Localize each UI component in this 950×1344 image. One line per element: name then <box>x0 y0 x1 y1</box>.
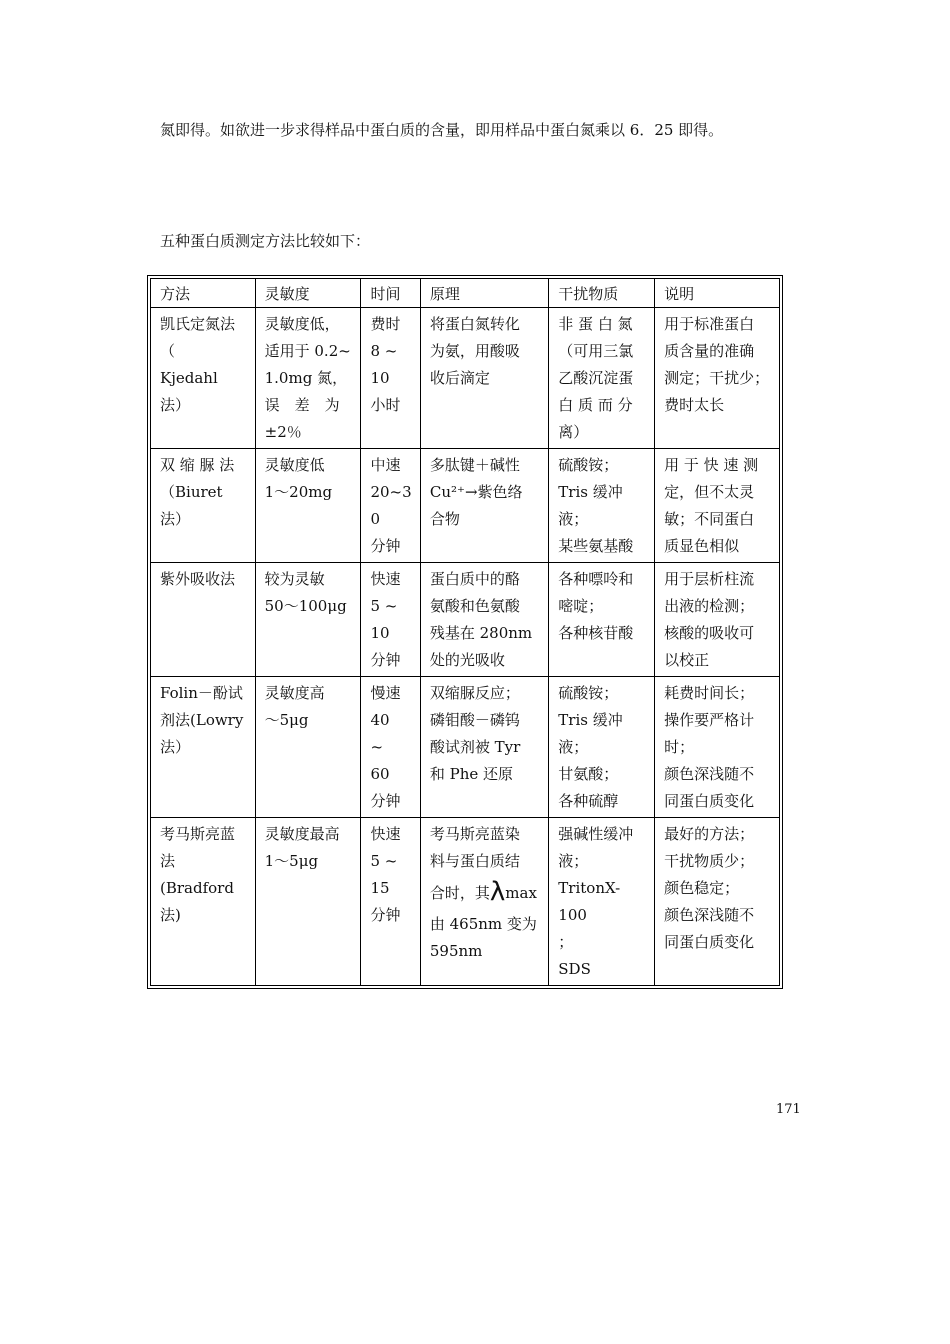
cell-line: 分钟 <box>370 906 401 924</box>
cell-line: 将蛋白氮转化 <box>429 315 520 333</box>
cell-line: 时； <box>664 738 695 756</box>
protein-assay-comparison-table <box>150 278 780 986</box>
cell-line: 酸试剂被 Tyr <box>429 738 521 756</box>
cell-line: 各种嘌呤和 <box>558 570 634 588</box>
cell-line: 离） <box>558 423 589 441</box>
cell-line: 和 Phe 还原 <box>429 765 514 783</box>
cell-line: 核酸的吸收可 <box>664 624 755 642</box>
header-interference: 干扰物质 <box>549 279 655 308</box>
cell-line: 甘氨酸； <box>558 765 619 783</box>
cell-line: 分钟 <box>370 537 401 555</box>
cell-line: 出液的检测； <box>664 597 755 615</box>
cell-line: Tris 缓冲液； <box>558 483 623 528</box>
cell-line: 用 于 快 速 测 <box>664 456 759 474</box>
cell-line: 各种核苷酸 <box>558 624 634 642</box>
cell-line: 颜色深浅随不 <box>664 906 755 924</box>
body-paragraph: 氮即得。如欲进一步求得样品中蛋白质的含量，即用样品中蛋白氮乘以 6．25 即得。 <box>160 121 724 139</box>
cell-line: 合时，其 <box>429 884 490 902</box>
cell-sensitivity <box>255 677 361 818</box>
cell-line: 测定；干扰少； <box>664 369 770 387</box>
cell-line: 液； <box>558 852 589 870</box>
cell-line: 灵敏度最高 <box>264 825 340 843</box>
cell-line: 5 ~ 10 <box>370 597 398 642</box>
cell-principle <box>420 449 548 563</box>
cell-note <box>655 677 780 818</box>
cell-line: 灵敏度低， <box>264 315 340 333</box>
cell-principle <box>420 677 548 818</box>
cell-line: 考马斯亮蓝染 <box>429 825 520 843</box>
cell-line: 多肽键＋碱性 <box>429 456 520 474</box>
cell-line: 中速 <box>370 456 401 474</box>
cell-principle <box>420 563 548 677</box>
cell-note <box>655 563 780 677</box>
cell-line: 强碱性缓冲 <box>558 825 634 843</box>
cell-line: （可用三氯 <box>558 342 634 360</box>
cell-line: 非 蛋 白 氮 <box>558 315 633 333</box>
cell-line: Folin－酚试 <box>160 684 243 702</box>
cell-line: 法） <box>160 396 191 414</box>
cell-method <box>151 308 256 449</box>
cell-note <box>655 818 780 986</box>
cell-line: 以校正 <box>664 651 710 669</box>
cell-line: 敏；不同蛋白 <box>664 510 755 528</box>
cell-interference <box>549 563 655 677</box>
cell-line: 蛋白质中的酪 <box>429 570 520 588</box>
cell-line: 干扰物质少； <box>664 852 755 870</box>
cell-line: 残基在 280nm <box>429 624 533 642</box>
cell-line: 料与蛋白质结 <box>429 852 520 870</box>
cell-line: 法) <box>160 906 181 924</box>
cell-note <box>655 449 780 563</box>
cell-line: 5 ~ 15 <box>370 852 398 897</box>
cell-line: 双 缩 脲 法 <box>160 456 235 474</box>
cell-line: 氨酸和色氨酸 <box>429 597 520 615</box>
header-time: 时间 <box>361 279 420 308</box>
cell-line: 快速 <box>370 570 401 588</box>
cell-line: SDS <box>558 960 591 978</box>
cell-line: 为氨，用酸吸 <box>429 342 520 360</box>
cell-line: 用于标准蛋白 <box>664 315 755 333</box>
cell-line: 乙酸沉淀蛋 <box>558 369 634 387</box>
cell-line: 硫酸铵； <box>558 456 619 474</box>
cell-time <box>361 308 420 449</box>
cell-line: 灵敏度低 <box>264 456 325 474</box>
cell-line: 适用于 0.2~ <box>264 342 351 360</box>
cell-interference <box>549 449 655 563</box>
cell-line: 小时 <box>370 396 401 414</box>
cell-line: 分钟 <box>370 792 401 810</box>
table-row <box>151 449 780 563</box>
comparison-table-frame <box>147 275 783 989</box>
cell-interference <box>549 677 655 818</box>
cell-line: ； <box>558 933 574 951</box>
cell-line: 某些氨基酸 <box>558 537 634 555</box>
page-number: 171 <box>776 1102 801 1117</box>
cell-line: 8 ~ 10 <box>370 342 398 387</box>
cell-sensitivity <box>255 563 361 677</box>
cell-line: ～5μg <box>264 711 309 729</box>
cell-line: 费时 <box>370 315 401 333</box>
header-method: 方法 <box>151 279 256 308</box>
cell-line: （ Kjedahl <box>160 342 218 387</box>
cell-line: 用于层析柱流 <box>664 570 755 588</box>
cell-line: 合物 <box>429 510 460 528</box>
cell-line: 法） <box>160 738 191 756</box>
cell-line: 处的光吸收 <box>429 651 505 669</box>
table-caption: 五种蛋白质测定方法比较如下： <box>160 232 371 250</box>
lambda-max-line <box>430 875 540 911</box>
cell-note <box>655 308 780 449</box>
cell-time <box>361 818 420 986</box>
cell-line: 操作要严格计 <box>664 711 755 729</box>
cell-line: 50～100μg <box>264 597 347 615</box>
max-subscript: max <box>505 884 537 902</box>
cell-line: 20~30 <box>370 483 412 528</box>
cell-line: 定，但不太灵 <box>664 483 755 501</box>
cell-line: 同蛋白质变化 <box>664 933 755 951</box>
cell-time <box>361 677 420 818</box>
cell-time <box>361 563 420 677</box>
table-header-row <box>151 279 780 308</box>
cell-line: 颜色深浅随不 <box>664 765 755 783</box>
cell-line: 由 465nm 变为 <box>429 915 537 933</box>
cell-method <box>151 677 256 818</box>
cell-line: 1～5μg <box>264 852 319 870</box>
cell-line: 质显色相似 <box>664 537 740 555</box>
cell-line: （Biuret 法） <box>160 483 223 528</box>
cell-line: 硫酸铵； <box>558 684 619 702</box>
cell-line: 同蛋白质变化 <box>664 792 755 810</box>
cell-line: Cu²⁺→紫色络 <box>429 483 523 501</box>
cell-line: 1.0mg 氮， <box>264 369 348 387</box>
cell-sensitivity <box>255 818 361 986</box>
cell-interference <box>549 308 655 449</box>
cell-time <box>361 449 420 563</box>
cell-line: 40 ~ <box>370 711 405 756</box>
cell-method <box>151 449 256 563</box>
cell-line: 慢速 <box>370 684 401 702</box>
cell-line: 嘧啶； <box>558 597 604 615</box>
cell-line: 最好的方法； <box>664 825 755 843</box>
table-row <box>151 308 780 449</box>
cell-principle <box>420 308 548 449</box>
cell-line: ±2％ <box>264 423 302 441</box>
cell-line: 颜色稳定； <box>664 879 740 897</box>
header-sensitivity: 灵敏度 <box>255 279 361 308</box>
cell-line: 1～20mg <box>264 483 333 501</box>
cell-line: TritonX-100 <box>558 879 621 924</box>
cell-line: 耗费时间长； <box>664 684 755 702</box>
cell-interference <box>549 818 655 986</box>
cell-line: 白 质 而 分 <box>558 396 633 414</box>
cell-line: Tris 缓冲液； <box>558 711 623 756</box>
cell-line: 灵敏度高 <box>264 684 325 702</box>
cell-principle <box>420 818 548 986</box>
cell-line: 各种硫醇 <box>558 792 619 810</box>
cell-line: 595nm <box>429 942 483 960</box>
cell-line: 快速 <box>370 825 401 843</box>
cell-line: 误 差 为 <box>264 396 340 414</box>
cell-line: 法 (Bradford <box>160 852 234 897</box>
cell-method <box>151 818 256 986</box>
cell-line: 磷钼酸－磷钨 <box>429 711 520 729</box>
table-row <box>151 677 780 818</box>
cell-line: 质含量的准确 <box>664 342 755 360</box>
cell-line: 60 <box>370 765 390 783</box>
cell-line: 剂法(Lowry <box>160 711 244 729</box>
cell-line: 费时太长 <box>664 396 725 414</box>
table-row <box>151 563 780 677</box>
cell-line: 收后滴定 <box>429 369 490 387</box>
cell-line: 考马斯亮蓝 <box>160 825 236 843</box>
header-principle: 原理 <box>420 279 548 308</box>
cell-method <box>151 563 256 677</box>
cell-line: 紫外吸收法 <box>160 570 236 588</box>
cell-line: 分钟 <box>370 651 401 669</box>
table-row <box>151 818 780 986</box>
cell-line: 较为灵敏 <box>264 570 325 588</box>
cell-line: 凯氏定氮法 <box>160 315 236 333</box>
cell-line: 双缩脲反应； <box>429 684 520 702</box>
lambda-symbol: λ <box>489 877 506 907</box>
cell-sensitivity <box>255 308 361 449</box>
cell-sensitivity <box>255 449 361 563</box>
header-note: 说明 <box>655 279 780 308</box>
